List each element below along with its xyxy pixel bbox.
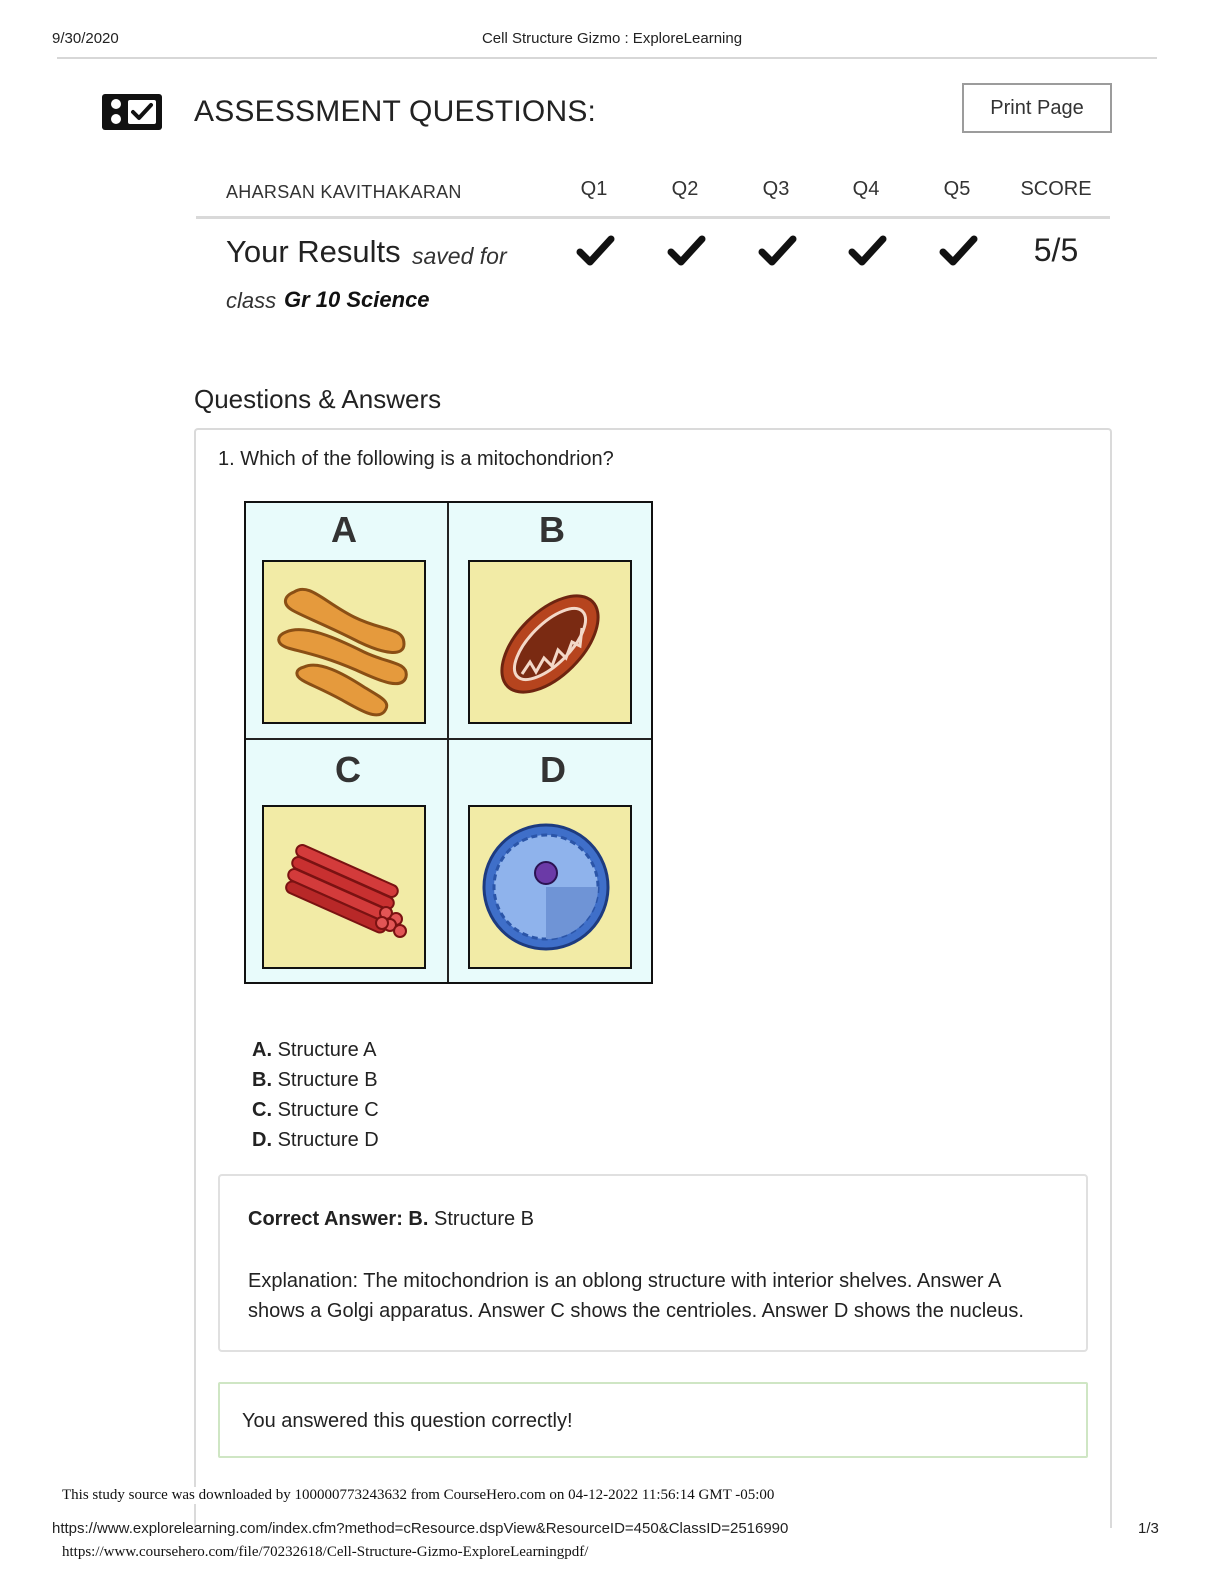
correct-answer-panel — [218, 1174, 1088, 1352]
class-name: Gr 10 Science — [284, 287, 430, 312]
explanation-text: Explanation: The mitochondrion is an oblong structure with interior shelves. Answer A shows a Golgi apparatus. Answer C shows the centrioles. Answer D shows the nucleus. — [248, 1270, 1024, 1322]
student-name: AHARSAN KAVITHAKARAN — [226, 182, 462, 202]
assessment-checklist-icon — [102, 94, 162, 130]
column-q5: Q5 — [943, 178, 971, 200]
print-page-button[interactable]: Print Page — [962, 83, 1112, 133]
q1-correct-check-icon — [576, 234, 616, 268]
your-results-heading: Your Results — [226, 234, 401, 269]
option-text: Structure B — [277, 1069, 378, 1091]
answer-options — [252, 1035, 379, 1155]
score-value: 5/5 — [1033, 232, 1079, 268]
correct-answer-line — [248, 1208, 534, 1231]
result-feedback-panel — [218, 1382, 1088, 1458]
page-number: 1/3 — [1138, 1520, 1159, 1537]
label-b: B — [539, 509, 565, 550]
option-letter: D. — [252, 1129, 272, 1151]
results-table — [196, 168, 1110, 328]
footer-url: https://www.explorelearning.com/index.cfm?method=cResource.dspView&ResourceID=450&ClassID=2516990 — [52, 1520, 789, 1537]
q4-correct-check-icon — [848, 234, 888, 268]
question-text: 1. Which of the following is a mitochondrion? — [218, 448, 614, 470]
q2-correct-check-icon — [667, 234, 707, 268]
option-d — [252, 1125, 379, 1155]
option-a — [252, 1035, 379, 1065]
saved-for-label: saved for — [412, 243, 507, 269]
option-letter: C. — [252, 1099, 272, 1121]
golgi-apparatus-image — [262, 560, 426, 724]
mitochondrion-image — [468, 560, 632, 724]
label-c: C — [335, 749, 361, 790]
study-source-watermark: This study source was downloaded by 100000773243632 from CourseHero.com on 04-12-2022 11:56:14 GMT -05:00 — [62, 1487, 778, 1504]
header-divider — [57, 57, 1157, 59]
label-a: A — [331, 509, 357, 550]
correct-answer-text: Structure B — [433, 1208, 535, 1230]
column-q4: Q4 — [852, 178, 880, 200]
label-d: D — [540, 749, 566, 790]
results-header-row — [196, 168, 1110, 219]
option-text: Structure C — [277, 1099, 379, 1121]
option-letter: B. — [252, 1069, 272, 1091]
centrioles-image — [262, 805, 426, 969]
column-score: SCORE — [1020, 178, 1092, 200]
correct-answer-letter: B. — [408, 1208, 429, 1230]
column-q2: Q2 — [671, 178, 699, 200]
grid-divider-horizontal — [246, 738, 651, 740]
document-title: Cell Structure Gizmo : ExploreLearning — [481, 30, 743, 47]
grid-divider-vertical — [447, 503, 449, 982]
option-text: Structure D — [277, 1129, 379, 1151]
q5-correct-check-icon — [939, 234, 979, 268]
nucleus-image — [468, 805, 632, 969]
coursehero-url: https://www.coursehero.com/file/70232618/Cell-Structure-Gizmo-ExploreLearningpdf/ — [62, 1544, 589, 1560]
assessment-title: ASSESSMENT QUESTIONS: — [194, 95, 597, 128]
print-date: 9/30/2020 — [52, 30, 119, 47]
class-prefix: class — [226, 288, 277, 313]
option-b — [252, 1065, 379, 1095]
q3-correct-check-icon — [758, 234, 798, 268]
structure-image-grid — [244, 501, 653, 984]
column-q1: Q1 — [580, 178, 608, 200]
option-text: Structure A — [277, 1039, 377, 1061]
column-q3: Q3 — [762, 178, 790, 200]
option-c — [252, 1095, 379, 1125]
option-letter: A. — [252, 1039, 272, 1061]
result-message: You answered this question correctly! — [242, 1410, 573, 1432]
correct-answer-label: Correct Answer: — [248, 1208, 403, 1230]
questions-answers-heading: Questions & Answers — [194, 384, 442, 414]
